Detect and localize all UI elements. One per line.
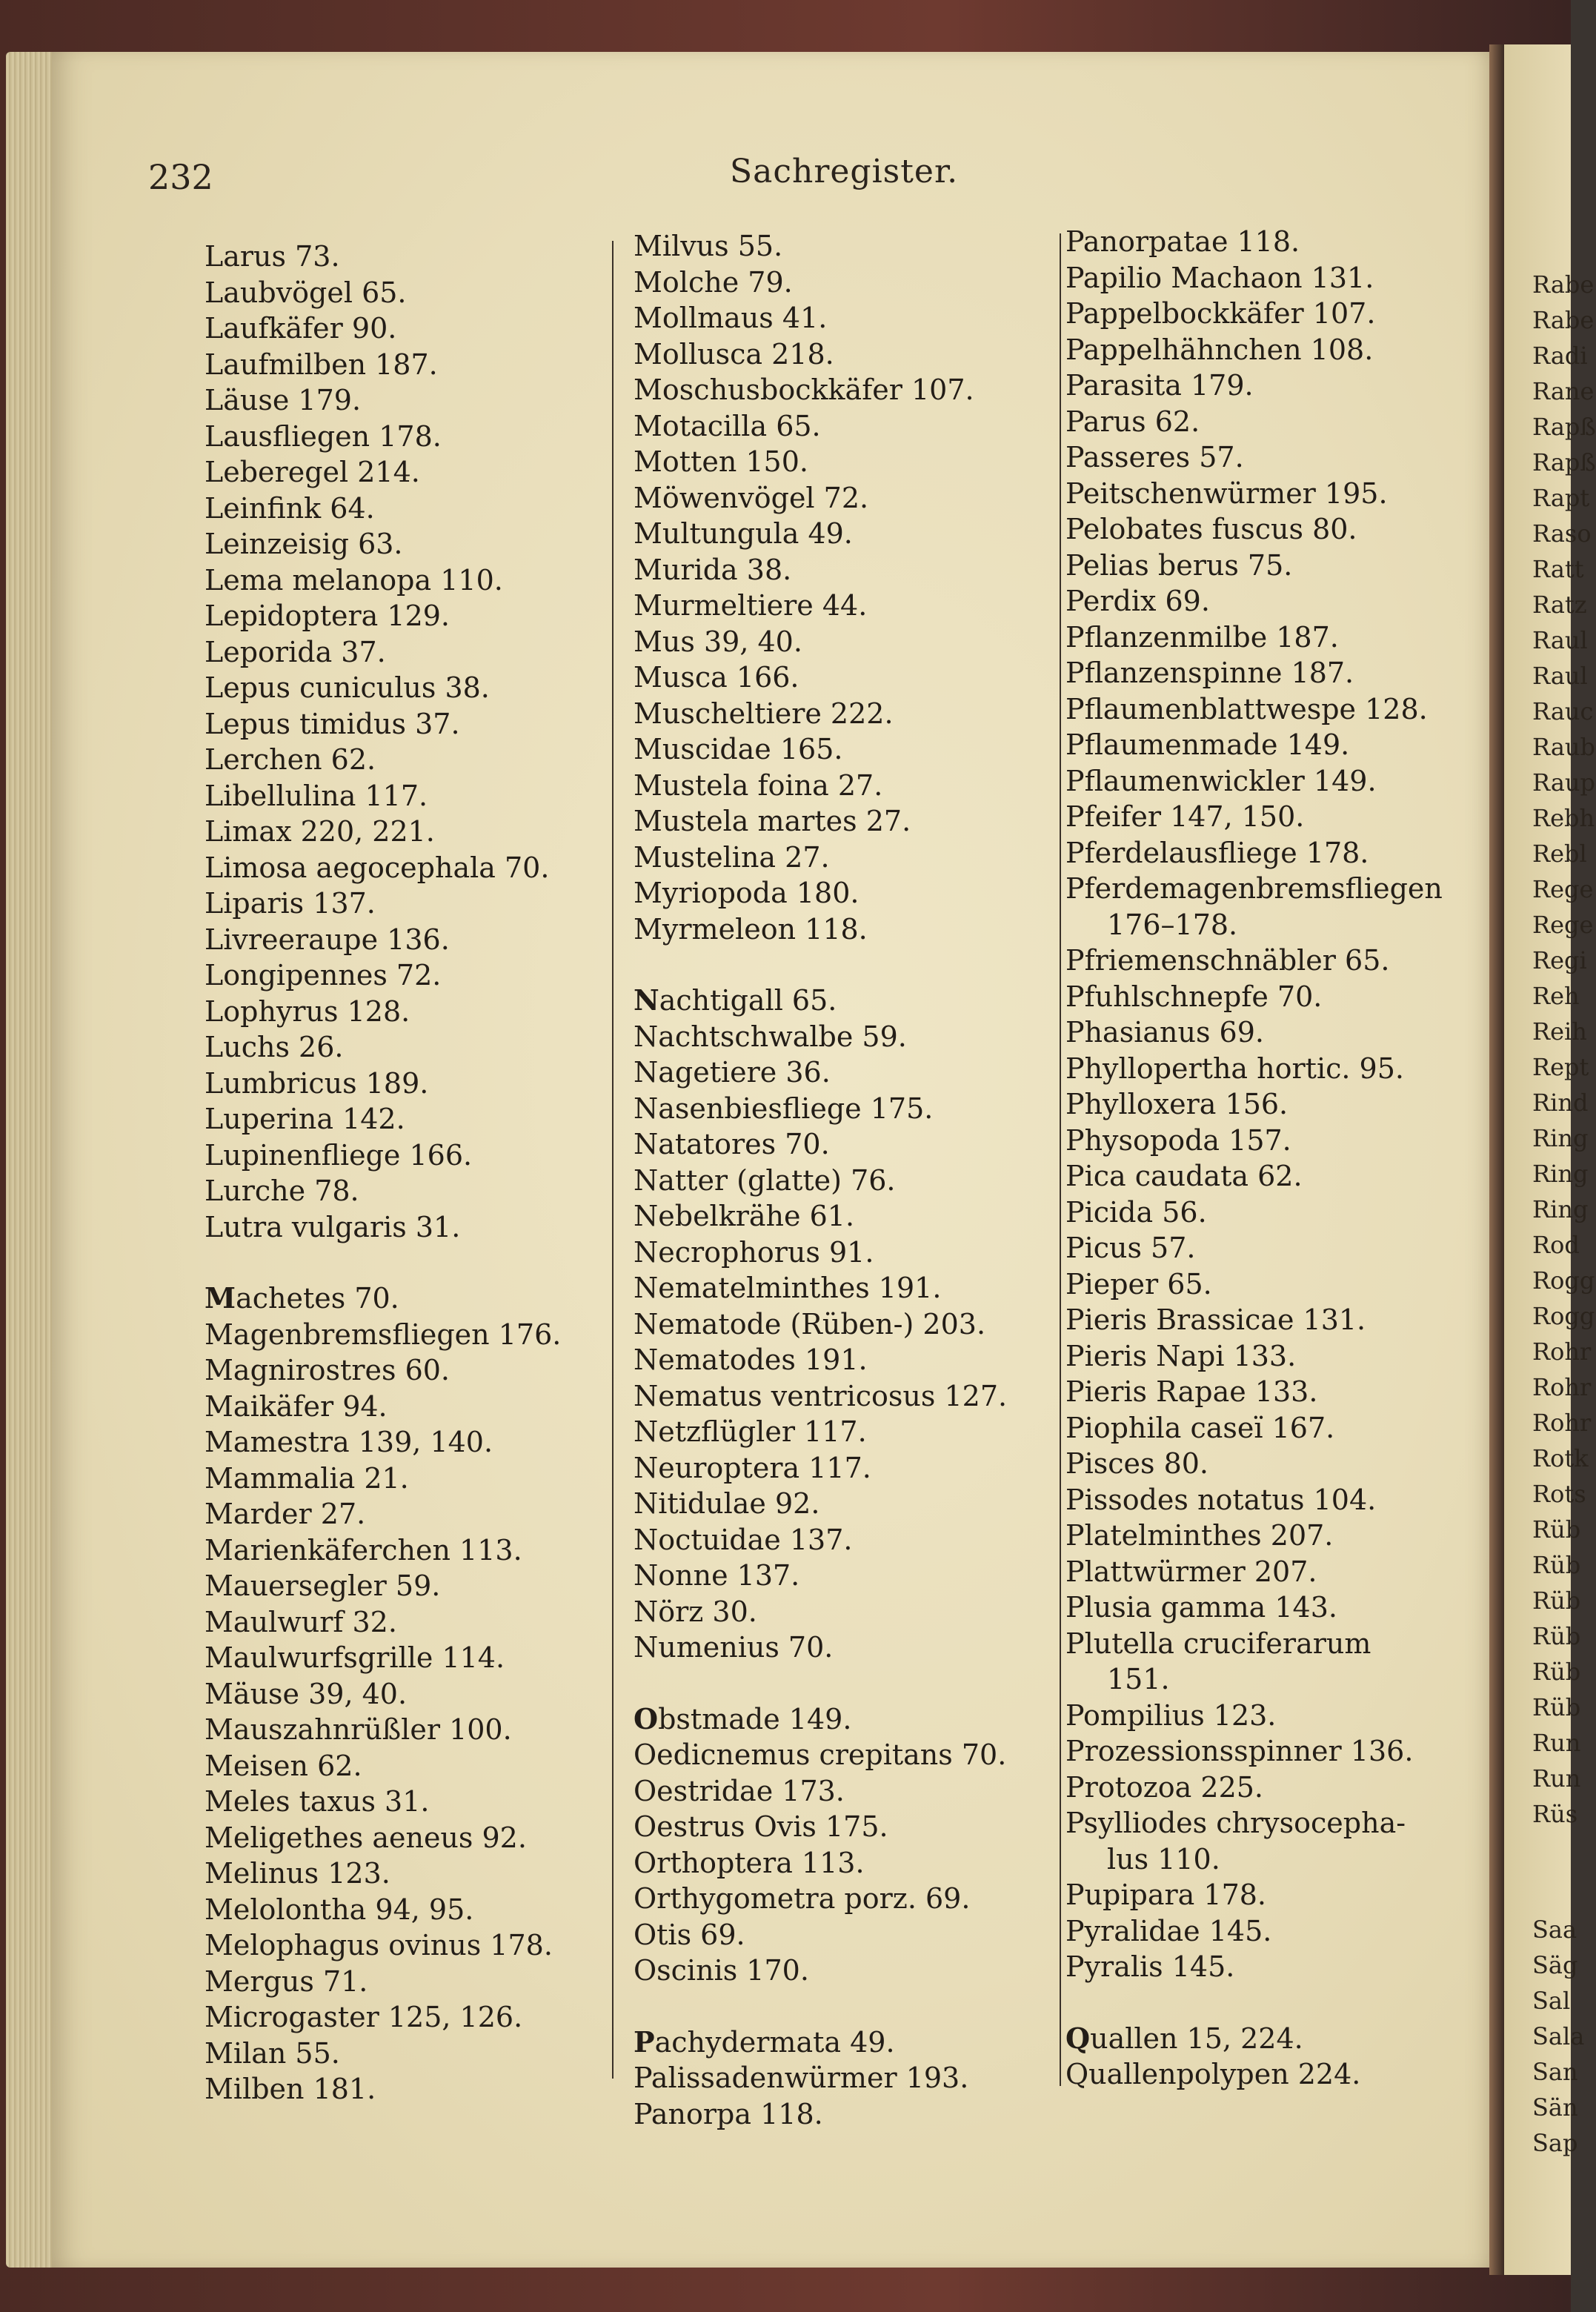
index-entry: Mustelina 27. (634, 840, 830, 874)
index-entry: Quallenpolypen 224. (1065, 2058, 1361, 2090)
index-entry: Plusia gamma 143. (1065, 1591, 1337, 1624)
index-entry: Psylliodes chrysocepha- (1065, 1807, 1406, 1839)
index-entry: Physopoda 157. (1065, 1123, 1291, 1157)
index-entry: Pieris Napi 133. (1065, 1339, 1297, 1372)
index-entry: Picus 57. (1065, 1232, 1196, 1264)
adjacent-page-entry: Raub (1532, 733, 1595, 761)
index-entry: Multungula 49. (634, 517, 853, 550)
adjacent-page-entry: Rüs (1532, 1800, 1578, 1828)
index-entry: Lema melanopa 110. (205, 563, 503, 597)
index-entry: Phylloxera 156. (1065, 1088, 1289, 1120)
index-entry: Lophyrus 128. (205, 994, 410, 1028)
index-entry: Phyllopertha hortic. 95. (1065, 1052, 1404, 1085)
index-entry: Longipennes 72. (205, 959, 442, 991)
index-entry: Mustela martes 27. (634, 805, 911, 837)
index-entry: Murida 38. (634, 553, 792, 586)
page-edges (6, 52, 58, 2268)
adjacent-page-entry: Rabe (1532, 306, 1595, 334)
index-entry: Maulwurfsgrille 114. (205, 1641, 505, 1674)
index-entry: Nasenbiesfliege 175. (634, 1092, 934, 1125)
index-entry: Pflaumenmade 149. (1065, 728, 1350, 761)
index-entry: Mollusca 218. (634, 337, 834, 371)
index-entry: Luchs 26. (205, 1031, 344, 1063)
adjacent-page-entry: Run (1532, 1729, 1581, 1757)
index-entry: Lupinenfliege 166. (205, 1138, 473, 1172)
index-entry: Lutra vulgaris 31. (205, 1210, 461, 1243)
index-entry: Nematus ventricosus 127. (634, 1379, 1008, 1412)
adjacent-page-entry: Ring (1532, 1160, 1589, 1188)
index-entry: Nachtigall 65. (634, 983, 837, 1017)
index-entry: Limax 220, 221. (205, 815, 435, 848)
index-entry: Pferdelausfliege 178. (1065, 836, 1369, 869)
index-entry: Meles taxus 31. (205, 1785, 430, 1818)
index-entry: Nematode (Rüben-) 203. (634, 1307, 986, 1341)
index-entry-continuation: 176–178. (1107, 908, 1238, 941)
index-entry: Magnirostres 60. (205, 1354, 450, 1386)
index-entry: Pieris Brassicae 131. (1065, 1303, 1366, 1336)
index-entry: Maulwurf 32. (205, 1605, 397, 1638)
index-entry: Oscinis 170. (634, 1954, 809, 1987)
index-entry: Murmeltiere 44. (634, 589, 868, 622)
adjacent-page-entry: Rod (1532, 1231, 1580, 1259)
adjacent-page-entry: Rapß (1532, 413, 1596, 441)
index-entry: Oestridae 173. (634, 1774, 845, 1807)
index-entry: Myriopoda 180. (634, 877, 859, 909)
index-entry: Libellulina 117. (205, 779, 428, 812)
adjacent-page-entry: Rüb (1532, 1622, 1581, 1650)
adjacent-page-entry: Rotk (1532, 1444, 1589, 1472)
adjacent-page (1504, 44, 1596, 2275)
index-entry: Lumbricus 189. (205, 1066, 429, 1100)
index-entry: Livreeraupe 136. (205, 923, 450, 956)
index-entry: Obstmade 149. (634, 1701, 852, 1735)
adjacent-page-entry: Rohr (1532, 1373, 1592, 1401)
index-entry: Necrophorus 91. (634, 1235, 874, 1269)
index-entry: Pompilius 123. (1065, 1698, 1277, 1732)
index-entry: Numenius 70. (634, 1631, 834, 1664)
index-entry: Meisen 62. (205, 1749, 362, 1782)
index-entry: Pupipara 178. (1065, 1878, 1267, 1911)
index-entry: Oestrus Ovis 175. (634, 1810, 888, 1843)
index-entry: Luperina 142. (205, 1103, 405, 1135)
adjacent-page-entry: Ratt (1532, 555, 1584, 583)
index-entry: Natter (glatte) 76. (634, 1163, 896, 1197)
index-entry: Oedicnemus crepitans 70. (634, 1738, 1007, 1771)
index-entry: Pelias berus 75. (1065, 548, 1293, 582)
index-entry: Motten 150. (634, 445, 808, 478)
index-entry: Pflaumenblattwespe 128. (1065, 692, 1428, 725)
index-entry: Parasita 179. (1065, 369, 1254, 402)
index-entry: Maikäfer 94. (205, 1389, 388, 1423)
adjacent-page-entry: Reh (1532, 982, 1580, 1010)
index-entry: Phasianus 69. (1065, 1016, 1264, 1049)
letter-group-gap (205, 1245, 590, 1280)
index-entry: Panorpatae 118. (1065, 225, 1300, 258)
adjacent-page-entry: Ratz (1532, 591, 1587, 619)
index-entry: Milben 181. (205, 2073, 376, 2105)
adjacent-page-entry: Rüb (1532, 1551, 1581, 1579)
index-entry: Pappelbockkäfer 107. (1065, 297, 1376, 330)
index-entry: Pyralidae 145. (1065, 1914, 1272, 1947)
adjacent-page-entry: Rege (1532, 875, 1594, 903)
adjacent-page-entry: Rogg (1532, 1266, 1595, 1295)
adjacent-page-entry: Rauc (1532, 697, 1594, 725)
index-entry: Melophagus ovinus 178. (205, 1929, 553, 1961)
index-entry: Leberegel 214. (205, 456, 420, 488)
running-head: Sachregister. (730, 153, 959, 190)
index-entry: Pflaumenwickler 149. (1065, 764, 1377, 797)
index-entry: Pachydermata 49. (634, 2024, 895, 2059)
index-entry: Marienkäferchen 113. (205, 1533, 522, 1567)
adjacent-page-entry: Sän (1532, 2093, 1578, 2122)
index-entry: Meligethes aeneus 92. (205, 1821, 527, 1854)
index-entry: Otis 69. (634, 1918, 745, 1951)
index-entry: Laufmilben 187. (205, 348, 438, 381)
index-entry: Nebelkrähe 61. (634, 1200, 855, 1232)
index-entry: Lurche 78. (205, 1175, 359, 1207)
index-entry: Nonne 137. (634, 1559, 800, 1592)
index-entry: Plutella cruciferarum (1065, 1627, 1371, 1660)
index-entry: Nematodes 191. (634, 1343, 868, 1376)
index-entry: Mustela foina 27. (634, 768, 883, 802)
index-entry: Nachtschwalbe 59. (634, 1020, 907, 1053)
index-entry: Lepus cuniculus 38. (205, 671, 490, 704)
index-entry: Orthoptera 113. (634, 1846, 865, 1879)
index-entry: Milan 55. (205, 2036, 340, 2070)
index-entry: Pfeifer 147, 150. (1065, 800, 1305, 833)
index-entry: Panorpa 118. (634, 2097, 823, 2130)
index-entry: Pfriemenschnäbler 65. (1065, 944, 1390, 977)
index-column-1 (205, 239, 590, 2107)
adjacent-page-entry: Rabe (1532, 270, 1595, 299)
index-entry: Plattwürmer 207. (1065, 1555, 1317, 1588)
index-entry: Microgaster 125, 126. (205, 2001, 523, 2033)
adjacent-page-entry: Rapß (1532, 448, 1596, 476)
index-entry: Lepus timidus 37. (205, 707, 460, 740)
adjacent-page-entry: Rapt (1532, 484, 1590, 512)
index-entry: Milvus 55. (634, 230, 783, 262)
index-entry: Liparis 137. (205, 887, 376, 920)
index-entry: Leinzeisig 63. (205, 528, 403, 560)
adjacent-page-entry: Sap (1532, 2129, 1578, 2157)
adjacent-page-fragments-2 (1504, 1912, 1585, 2161)
index-entry: Limosa aegocephala 70. (205, 851, 550, 884)
index-entry: Möwenvögel 72. (634, 481, 869, 514)
adjacent-page-entry: Sala (1532, 2022, 1585, 2050)
index-entry: Musca 166. (634, 661, 799, 694)
index-entry: Perdix 69. (1065, 585, 1210, 617)
index-entry-continuation: 151. (1107, 1663, 1170, 1695)
adjacent-page-entry: Run (1532, 1764, 1581, 1793)
index-entry: Leporida 37. (205, 635, 386, 668)
adjacent-page-entry: Raul (1532, 662, 1588, 690)
index-entry: Muscheltiere 222. (634, 697, 894, 730)
adjacent-page-entry: Rege (1532, 911, 1594, 939)
index-entry: Mauersegler 59. (205, 1569, 441, 1602)
index-entry: Pflanzenspinne 187. (1065, 657, 1354, 689)
index-entry: Papilio Machaon 131. (1065, 261, 1374, 294)
index-entry: Lepidoptera 129. (205, 599, 450, 632)
adjacent-page-entry: Rots (1532, 1480, 1586, 1508)
column-rule (1060, 233, 1061, 2086)
index-entry: Melolontha 94, 95. (205, 1893, 474, 1926)
index-entry: Picida 56. (1065, 1195, 1207, 1229)
adjacent-page-entry: Rohr (1532, 1338, 1592, 1366)
index-entry: Myrmeleon 118. (634, 912, 868, 946)
index-entry: Passeres 57. (1065, 441, 1244, 474)
index-entry: Pyralis 145. (1065, 1950, 1235, 1983)
adjacent-page-entry: San (1532, 2058, 1578, 2086)
index-entry: Piophila caseï 167. (1065, 1411, 1335, 1444)
index-entry: Netzflügler 117. (634, 1415, 867, 1448)
index-entry: Pica caudata 62. (1065, 1160, 1303, 1192)
adjacent-page-entry: Rohr (1532, 1409, 1592, 1437)
index-entry: Pappelhähnchen 108. (1065, 333, 1374, 366)
adjacent-page-entry: Raup (1532, 768, 1595, 797)
adjacent-page-entry: Säg (1532, 1951, 1578, 1979)
index-entry: Lerchen 62. (205, 743, 376, 776)
index-entry: Marder 27. (205, 1498, 366, 1530)
adjacent-page-entry: Rane (1532, 377, 1595, 405)
index-entry: Palissadenwürmer 193. (634, 2062, 969, 2094)
adjacent-page-entry: Rüb (1532, 1587, 1581, 1615)
index-entry: Laufkäfer 90. (205, 312, 397, 345)
index-entry: Pfuhlschnepfe 70. (1065, 980, 1323, 1013)
letter-group-gap (1065, 1985, 1480, 2021)
index-entry: Motacilla 65. (634, 409, 821, 442)
column-rule (612, 241, 614, 2079)
letter-group-gap (634, 1666, 1048, 1701)
index-entry: Orthygometra porz. 69. (634, 1882, 971, 1915)
index-entry: Moschusbockkäfer 107. (634, 373, 974, 406)
letter-group-gap (634, 1989, 1048, 2024)
index-entry: Nörz 30. (634, 1595, 757, 1628)
index-entry: Mäuse 39, 40. (205, 1677, 408, 1710)
index-entry: Parus 62. (1065, 405, 1200, 438)
index-entry: Mollmaus 41. (634, 302, 828, 334)
index-entry: Mauszahnrüßler 100. (205, 1713, 512, 1746)
index-entry: Molche 79. (634, 265, 793, 299)
index-entry: Natatores 70. (634, 1128, 830, 1160)
adjacent-page-entry: Rogg (1532, 1302, 1595, 1330)
adjacent-page-entry: Ring (1532, 1195, 1589, 1223)
index-entry: Pieris Rapae 133. (1065, 1375, 1318, 1408)
index-entry: Pieper 65. (1065, 1267, 1212, 1300)
index-entry: Lausfliegen 178. (205, 419, 442, 453)
index-entry: Laubvögel 65. (205, 276, 407, 309)
index-entry: Machetes 70. (205, 1281, 399, 1315)
index-entry: Pflanzenmilbe 187. (1065, 620, 1339, 654)
adjacent-page-entry: Saa (1532, 1916, 1577, 1944)
index-entry: Prozessionsspinner 136. (1065, 1735, 1414, 1767)
index-entry: Mamestra 139, 140. (205, 1426, 493, 1458)
adjacent-page-entry: Rind (1532, 1089, 1589, 1117)
index-entry-continuation: lus 110. (1107, 1842, 1220, 1876)
index-entry: Nematelminthes 191. (634, 1272, 942, 1304)
index-entry: Läuse 179. (205, 384, 362, 416)
index-entry: Muscidae 165. (634, 733, 843, 765)
index-entry: Noctuidae 137. (634, 1523, 853, 1556)
adjacent-page-entry: Rebh (1532, 804, 1595, 832)
adjacent-page-entry: Rüb (1532, 1515, 1581, 1544)
index-entry: Mergus 71. (205, 1964, 368, 1998)
book-gutter (1489, 44, 1504, 2275)
index-entry: Peitschenwürmer 195. (1065, 476, 1388, 510)
index-entry: Pferdemagenbremsfliegen (1065, 872, 1443, 905)
index-entry: Pelobates fuscus 80. (1065, 513, 1357, 545)
adjacent-page-entry: Rept (1532, 1053, 1589, 1081)
page-number: 232 (148, 157, 213, 197)
index-column-2 (634, 228, 1048, 2132)
index-entry: Pisces 80. (1065, 1447, 1209, 1480)
adjacent-page-entry: Regi (1532, 946, 1587, 974)
index-entry: Leinfink 64. (205, 491, 375, 525)
index-entry: Mus 39, 40. (634, 625, 802, 658)
adjacent-page-entry: Sal (1532, 1987, 1571, 2015)
adjacent-page-entry: Radi (1532, 342, 1588, 370)
adjacent-page-entry: Rüb (1532, 1658, 1581, 1686)
index-entry: Platelminthes 207. (1065, 1519, 1334, 1552)
index-entry: Melinus 123. (205, 1857, 390, 1890)
adjacent-page-fragments (1504, 267, 1596, 1832)
index-entry: Larus 73. (205, 240, 340, 273)
adjacent-page-entry: Raso (1532, 519, 1592, 548)
index-entry: Protozoa 225. (1065, 1770, 1264, 1804)
adjacent-page-entry: Reih (1532, 1017, 1587, 1046)
index-entry: Pissodes notatus 104. (1065, 1483, 1377, 1516)
index-entry: Neuroptera 117. (634, 1451, 871, 1484)
index-entry: Quallen 15, 224. (1065, 2021, 1303, 2055)
adjacent-page-entry: Ring (1532, 1124, 1589, 1152)
index-entry: Magenbremsfliegen 176. (205, 1318, 562, 1351)
adjacent-page-entry: Raul (1532, 626, 1588, 654)
index-entry: Nagetiere 36. (634, 1056, 831, 1089)
index-entry: Mammalia 21. (205, 1461, 409, 1495)
index-column-3 (1065, 224, 1480, 2093)
index-entry: Nitidulae 92. (634, 1487, 820, 1520)
letter-group-gap (634, 947, 1048, 983)
adjacent-page-entry: Rüb (1532, 1693, 1581, 1721)
adjacent-page-entry: Rebl (1532, 840, 1587, 868)
